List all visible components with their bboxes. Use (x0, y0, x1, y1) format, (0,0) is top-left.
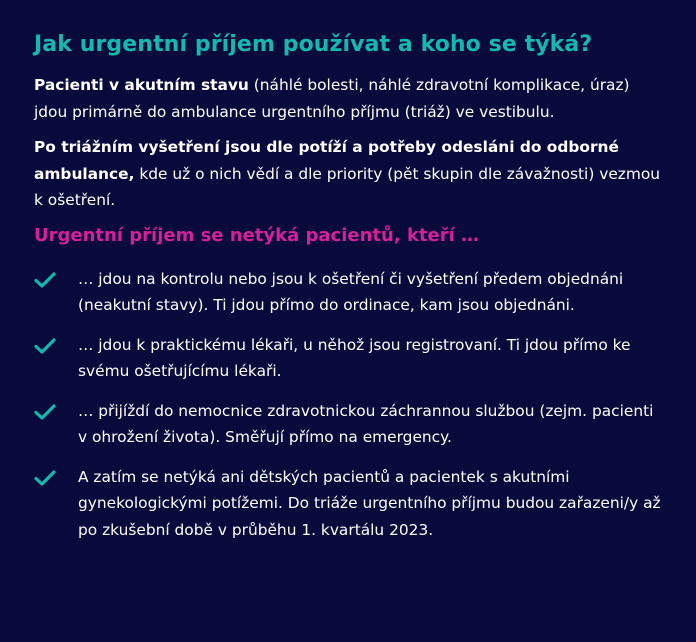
checklist-item (34, 464, 666, 544)
check-icon (34, 337, 56, 355)
intro-paragraph-1-bold: Pacienti v akutním stavu (34, 76, 249, 94)
checklist-item (34, 398, 666, 451)
checklist-item-text: … přijíždí do nemocnice zdravotnickou záchrannou službou (zejm. pacienti v ohrožení života). Směřují přímo na emergency. (78, 401, 654, 446)
intro-paragraph-2-bold: Po triážním vyšetření jsou dle potíží a potřeby odesláni do odborné ambulance, (34, 138, 619, 183)
intro-paragraph-1-text: (náhlé bolesti, náhlé zdravotní komplikace, úraz) jdou primárně do ambulance urgentního příjmu (triáž) ve vestibulu. (34, 76, 630, 121)
checklist-item (34, 266, 666, 319)
intro-paragraph-2-text: kde už o nich vědí a dle priority (pět skupin dle závažnosti) vezmou k ošetření. (34, 164, 661, 209)
intro-paragraph-1 (34, 72, 666, 125)
section-title: Urgentní příjem se netýká pacientů, kteří … (34, 224, 480, 246)
check-icon (34, 469, 56, 487)
check-icon (34, 271, 56, 289)
check-icon (34, 403, 56, 421)
checklist-item-text: … jdou k praktickému lékaři, u něhož jsou registrovaní. Ti jdou přímo ke svému ošetřujícímu lékaři. (78, 335, 631, 380)
page-title: Jak urgentní příjem používat a koho se týká? (34, 32, 593, 57)
checklist-item-text: … jdou na kontrolu nebo jsou k ošetření či vyšetření předem objednáni (neakutní stavy). Ti jdou přímo do ordinace, kam jsou objednáni. (78, 269, 624, 314)
exclusion-checklist (34, 266, 666, 544)
checklist-item-text: A zatím se netýká ani dětských pacientů a pacientek s akutními gynekologickými potížemi. Do triáže urgentního příjmu budou zařazeni/y až po zkušební době v průběhu 1. kvartálu 2023. (78, 467, 661, 539)
intro-paragraph-2 (34, 134, 666, 214)
checklist-item (34, 332, 666, 385)
